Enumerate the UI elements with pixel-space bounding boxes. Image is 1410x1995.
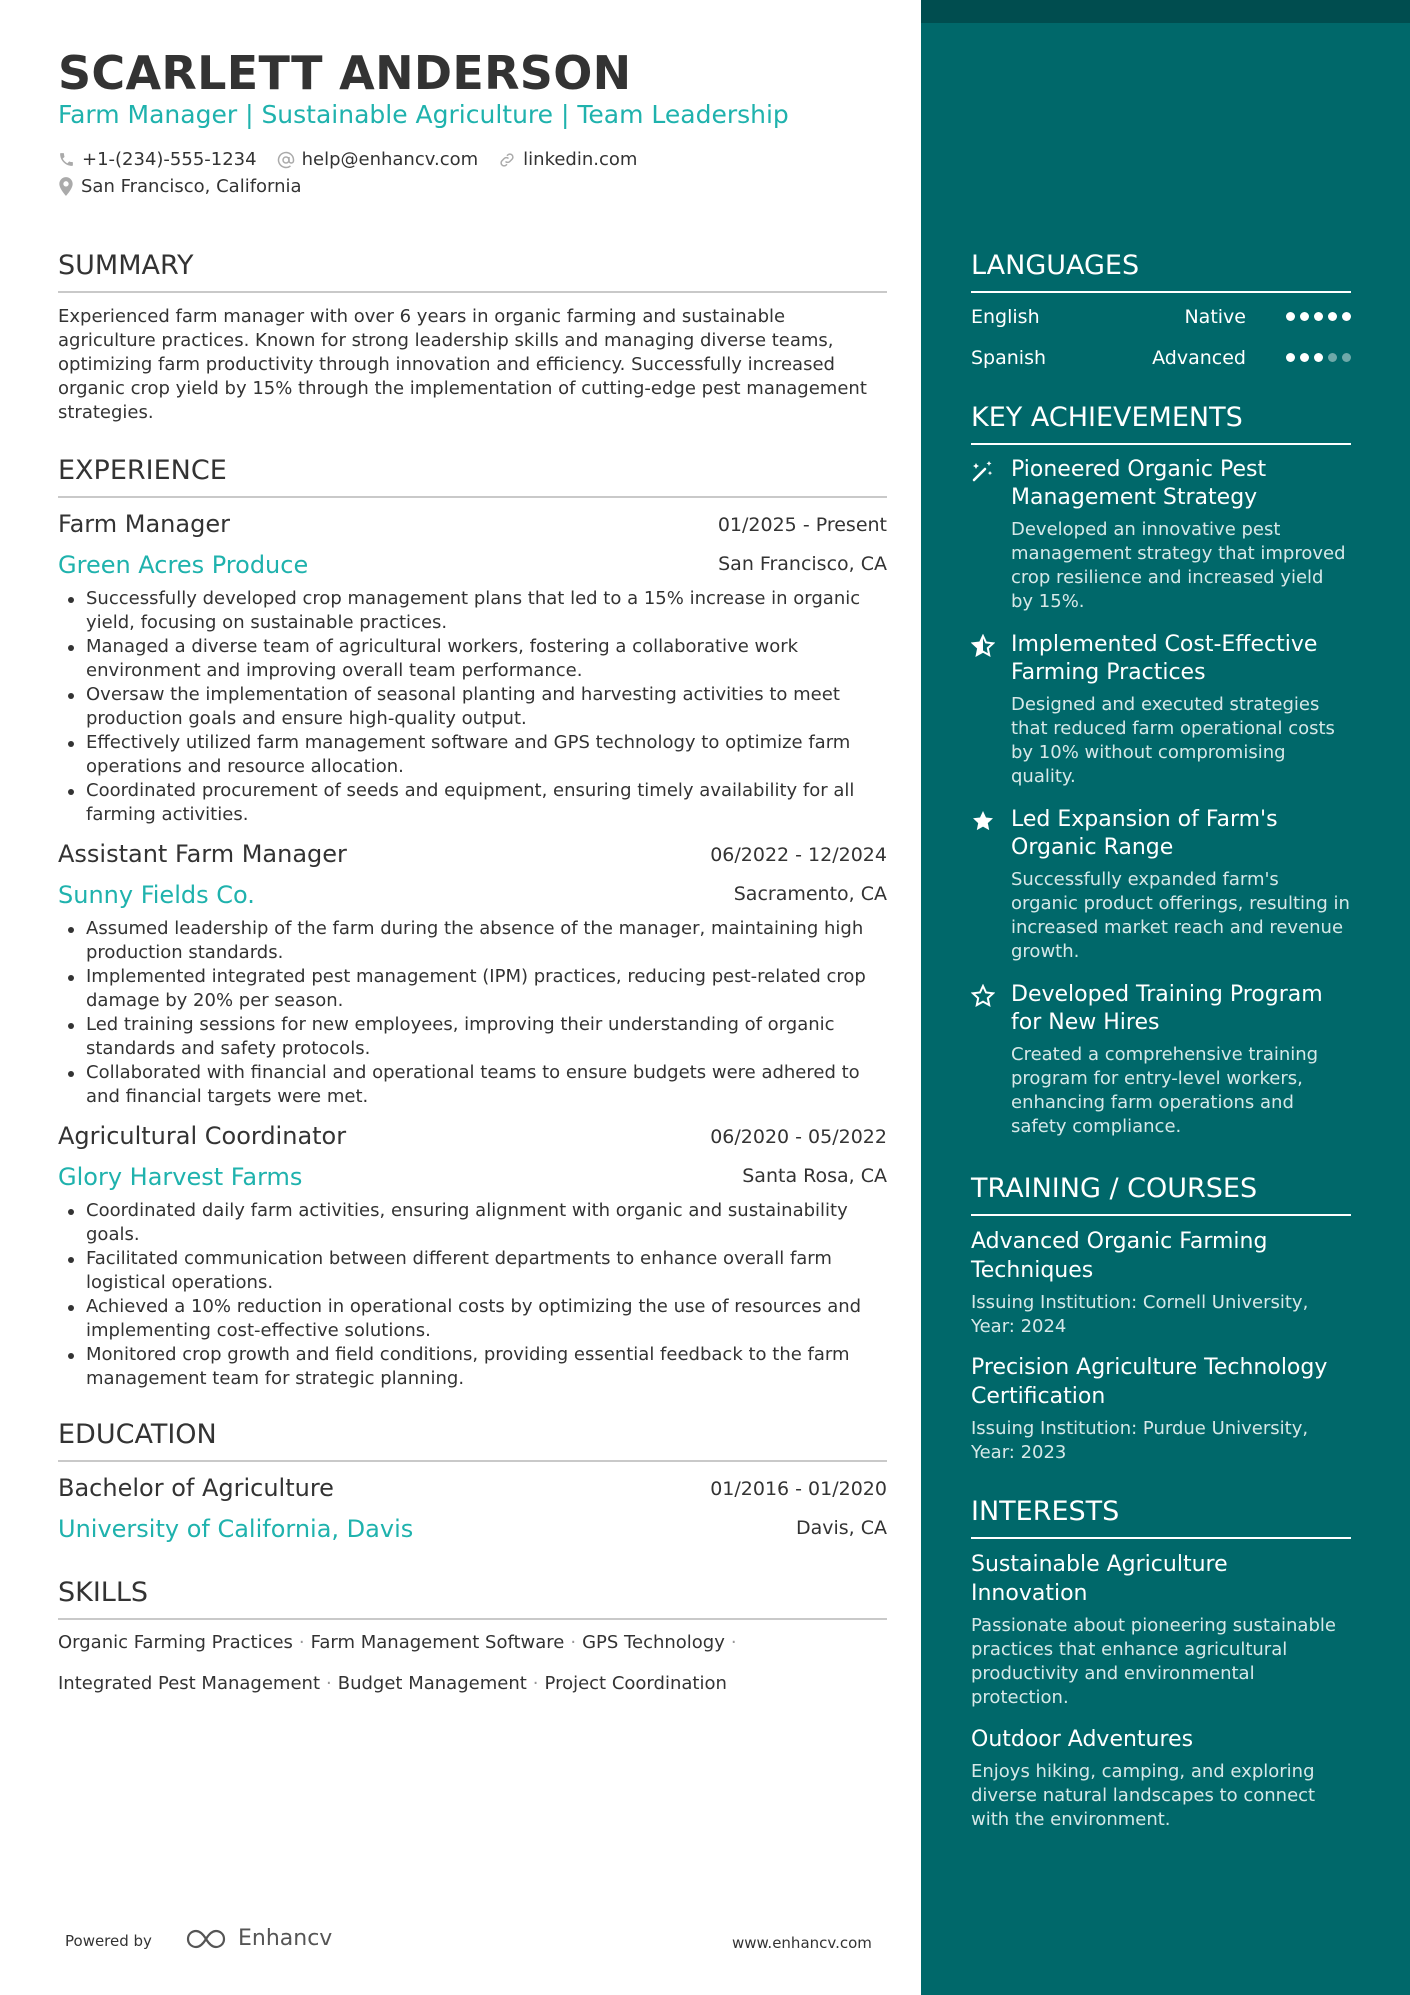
- skill-item: Project Coordination: [544, 1673, 727, 1694]
- sidebar: [921, 0, 1410, 1995]
- language-level: Native: [1184, 306, 1246, 328]
- job-dates: 06/2020 - 05/2022: [710, 1126, 887, 1148]
- list-item: Led training sessions for new employees, improving their understanding of organic standards and safety protocols.: [58, 1013, 887, 1061]
- proficiency-dot-filled: [1300, 312, 1309, 321]
- linkedin-text[interactable]: linkedin.com: [523, 149, 638, 170]
- proficiency-dot-empty: [1328, 353, 1337, 362]
- skill-separator: ·: [326, 1673, 332, 1694]
- list-item: Monitored crop growth and field conditions, providing essential feedback to the farm management team for strategic planning.: [58, 1343, 887, 1391]
- contact-row: [58, 149, 657, 170]
- contact-phone: [58, 149, 257, 170]
- candidate-name: SCARLETT ANDERSON: [58, 46, 632, 100]
- achievement-item: [971, 456, 1351, 614]
- enhancv-logo-icon: [184, 1927, 230, 1951]
- skills-heading: SKILLS: [58, 1577, 887, 1620]
- job-dates: 06/2022 - 12/2024: [710, 844, 887, 866]
- skill-separator: ·: [730, 1632, 737, 1653]
- job-bullets: [58, 1199, 887, 1391]
- contact-email: [277, 149, 479, 170]
- footer-url[interactable]: www.enhancv.com: [732, 1934, 872, 1952]
- interest-description: Enjoys hiking, camping, and exploring diverse natural landscapes to connect with the environment.: [971, 1761, 1316, 1830]
- job-title: Farm Manager: [58, 510, 230, 538]
- achievement-item: [971, 631, 1351, 789]
- achievements-heading: KEY ACHIEVEMENTS: [971, 402, 1351, 445]
- skill-separator: ·: [570, 1632, 577, 1653]
- link-icon: [498, 151, 516, 169]
- list-item: Collaborated with financial and operational teams to ensure budgets were adhered to and financial targets were met.: [58, 1061, 887, 1109]
- email-text[interactable]: help@enhancv.com: [301, 149, 479, 170]
- list-item: Assumed leadership of the farm during the absence of the manager, maintaining high production standards.: [58, 917, 887, 965]
- footer-brand-name: Enhancv: [238, 1926, 333, 1951]
- languages-heading: LANGUAGES: [971, 250, 1351, 293]
- interest-title: Sustainable Agriculture Innovation: [971, 1552, 1228, 1606]
- achievement-description: Developed an innovative pest management strategy that improved crop resilience and increased yield by 15%.: [1011, 519, 1346, 612]
- job-dates: 01/2025 - Present: [717, 514, 887, 536]
- interests-heading: INTERESTS: [971, 1496, 1351, 1539]
- location-pin-icon: [58, 177, 74, 196]
- training-item: [971, 1227, 1351, 1339]
- location-text: San Francisco, California: [81, 176, 302, 197]
- language-name: Spanish: [971, 347, 1047, 369]
- language-row: [971, 306, 1351, 332]
- candidate-subtitle: Farm Manager | Sustainable Agriculture | Team Leadership: [58, 100, 789, 129]
- job-bullets: [58, 587, 887, 827]
- achievement-description: Successfully expanded farm's organic product offerings, resulting in increased market reach and revenue growth.: [1011, 869, 1350, 962]
- language-row: [971, 347, 1351, 373]
- achievement-title: Implemented Cost-Effective Farming Practices: [1011, 632, 1318, 685]
- proficiency-dot-filled: [1300, 353, 1309, 362]
- training-title: Precision Agriculture Technology Certification: [971, 1355, 1328, 1409]
- job-company: Glory Harvest Farms: [58, 1163, 303, 1191]
- contact-linkedin: [498, 149, 637, 170]
- achievement-title: Pioneered Organic Pest Management Strategy: [1011, 457, 1267, 510]
- proficiency-dot-filled: [1342, 312, 1351, 321]
- language-proficiency-dots: [1281, 353, 1351, 362]
- achievement-item: [971, 806, 1351, 964]
- skill-separator: ·: [532, 1673, 539, 1694]
- training-title: Advanced Organic Farming Techniques: [971, 1229, 1268, 1283]
- job-bullets: [58, 917, 887, 1109]
- list-item: Achieved a 10% reduction in operational costs by optimizing the use of resources and implementing cost-effective solutions.: [58, 1295, 887, 1343]
- footer-powered-by: Powered by: [65, 1932, 152, 1950]
- interest-item: [971, 1725, 1351, 1832]
- summary-heading: SUMMARY: [58, 250, 887, 293]
- achievement-title: Developed Training Program for New Hires: [1011, 982, 1323, 1035]
- achievement-description: Created a comprehensive training program for entry-level workers, enhancing farm operations and safety compliance.: [1011, 1044, 1319, 1137]
- achievement-title: Led Expansion of Farm's Organic Range: [1011, 807, 1278, 860]
- summary-text: Experienced farm manager with over 6 years in organic farming and sustainable agriculture practices. Known for strong leadership skills and managing diverse teams, optimizing farm productivity through innovation and efficiency. Successfully increased organic crop yield by 15% through the implementation of cutting-edge pest management strategies.: [58, 306, 867, 423]
- training-description: Issuing Institution: Purdue University, Year: 2023: [971, 1418, 1309, 1463]
- magic-wand-icon: [971, 459, 995, 483]
- training-heading: TRAINING / COURSES: [971, 1173, 1351, 1216]
- star-outline-icon: [971, 984, 995, 1008]
- at-icon: [277, 151, 295, 169]
- phone-icon: [58, 151, 75, 168]
- proficiency-dot-filled: [1286, 353, 1295, 362]
- skill-separator: ·: [298, 1632, 305, 1653]
- proficiency-dot-filled: [1314, 353, 1323, 362]
- footer-brand-logo[interactable]: [184, 1926, 332, 1951]
- star-half-icon: [971, 634, 995, 658]
- list-item: Managed a diverse team of agricultural workers, fostering a collaborative work environment and improving overall team performance.: [58, 635, 887, 683]
- list-item: Effectively utilized farm management software and GPS technology to optimize farm operations and resource allocation.: [58, 731, 887, 779]
- list-item: Successfully developed crop management plans that led to a 15% increase in organic yield, focusing on sustainable practices.: [58, 587, 887, 635]
- interest-title: Outdoor Adventures: [971, 1727, 1194, 1752]
- skill-item: Farm Management Software: [310, 1632, 565, 1653]
- proficiency-dot-empty: [1342, 353, 1351, 362]
- job-company: Sunny Fields Co.: [58, 881, 255, 909]
- contact-row-location: [58, 176, 322, 197]
- sidebar-top-bar: [921, 0, 1410, 23]
- job-location: Santa Rosa, CA: [742, 1165, 887, 1187]
- interest-item: [971, 1550, 1351, 1710]
- interest-description: Passionate about pioneering sustainable practices that enhance agricultural productivity and environmental protection.: [971, 1615, 1336, 1708]
- skill-item: GPS Technology: [582, 1632, 725, 1653]
- education-location: Davis, CA: [795, 1517, 887, 1539]
- skill-item: Integrated Pest Management: [58, 1673, 321, 1694]
- phone-text[interactable]: +1-(234)-555-1234: [82, 149, 257, 170]
- language-proficiency-dots: [1281, 312, 1351, 321]
- language-name: English: [971, 306, 1040, 328]
- proficiency-dot-filled: [1286, 312, 1295, 321]
- education-degree: Bachelor of Agriculture: [58, 1474, 334, 1502]
- list-item: Coordinated procurement of seeds and equipment, ensuring timely availability for all farming activities.: [58, 779, 887, 827]
- education-school: University of California, Davis: [58, 1515, 414, 1543]
- skills-line-1: [58, 1632, 743, 1653]
- list-item: Coordinated daily farm activities, ensuring alignment with organic and sustainability goals.: [58, 1199, 887, 1247]
- list-item: Implemented integrated pest management (IPM) practices, reducing pest-related crop damage by 20% per season.: [58, 965, 887, 1013]
- education-dates: 01/2016 - 01/2020: [710, 1478, 887, 1500]
- star-filled-icon: [971, 809, 995, 833]
- skill-item: Organic Farming Practices: [58, 1632, 293, 1653]
- job-title: Agricultural Coordinator: [58, 1122, 347, 1150]
- list-item: Oversaw the implementation of seasonal planting and harvesting activities to meet production goals and ensure high-quality output.: [58, 683, 887, 731]
- language-level: Advanced: [1152, 347, 1246, 369]
- education-heading: EDUCATION: [58, 1419, 887, 1462]
- proficiency-dot-filled: [1328, 312, 1337, 321]
- training-description: Issuing Institution: Cornell University, Year: 2024: [971, 1292, 1309, 1337]
- achievement-description: Designed and executed strategies that reduced farm operational costs by 10% without compromising quality.: [1011, 694, 1335, 787]
- list-item: Facilitated communication between different departments to enhance overall farm logistical operations.: [58, 1247, 887, 1295]
- achievement-item: [971, 981, 1351, 1139]
- job-location: San Francisco, CA: [718, 553, 887, 575]
- job-company: Green Acres Produce: [58, 551, 309, 579]
- contact-location: [58, 176, 302, 197]
- training-item: [971, 1353, 1351, 1465]
- skills-line-2: [58, 1673, 727, 1694]
- job-location: Sacramento, CA: [733, 883, 887, 905]
- proficiency-dot-filled: [1314, 312, 1323, 321]
- experience-heading: EXPERIENCE: [58, 455, 887, 498]
- skill-item: Budget Management: [337, 1673, 527, 1694]
- job-title: Assistant Farm Manager: [58, 840, 347, 868]
